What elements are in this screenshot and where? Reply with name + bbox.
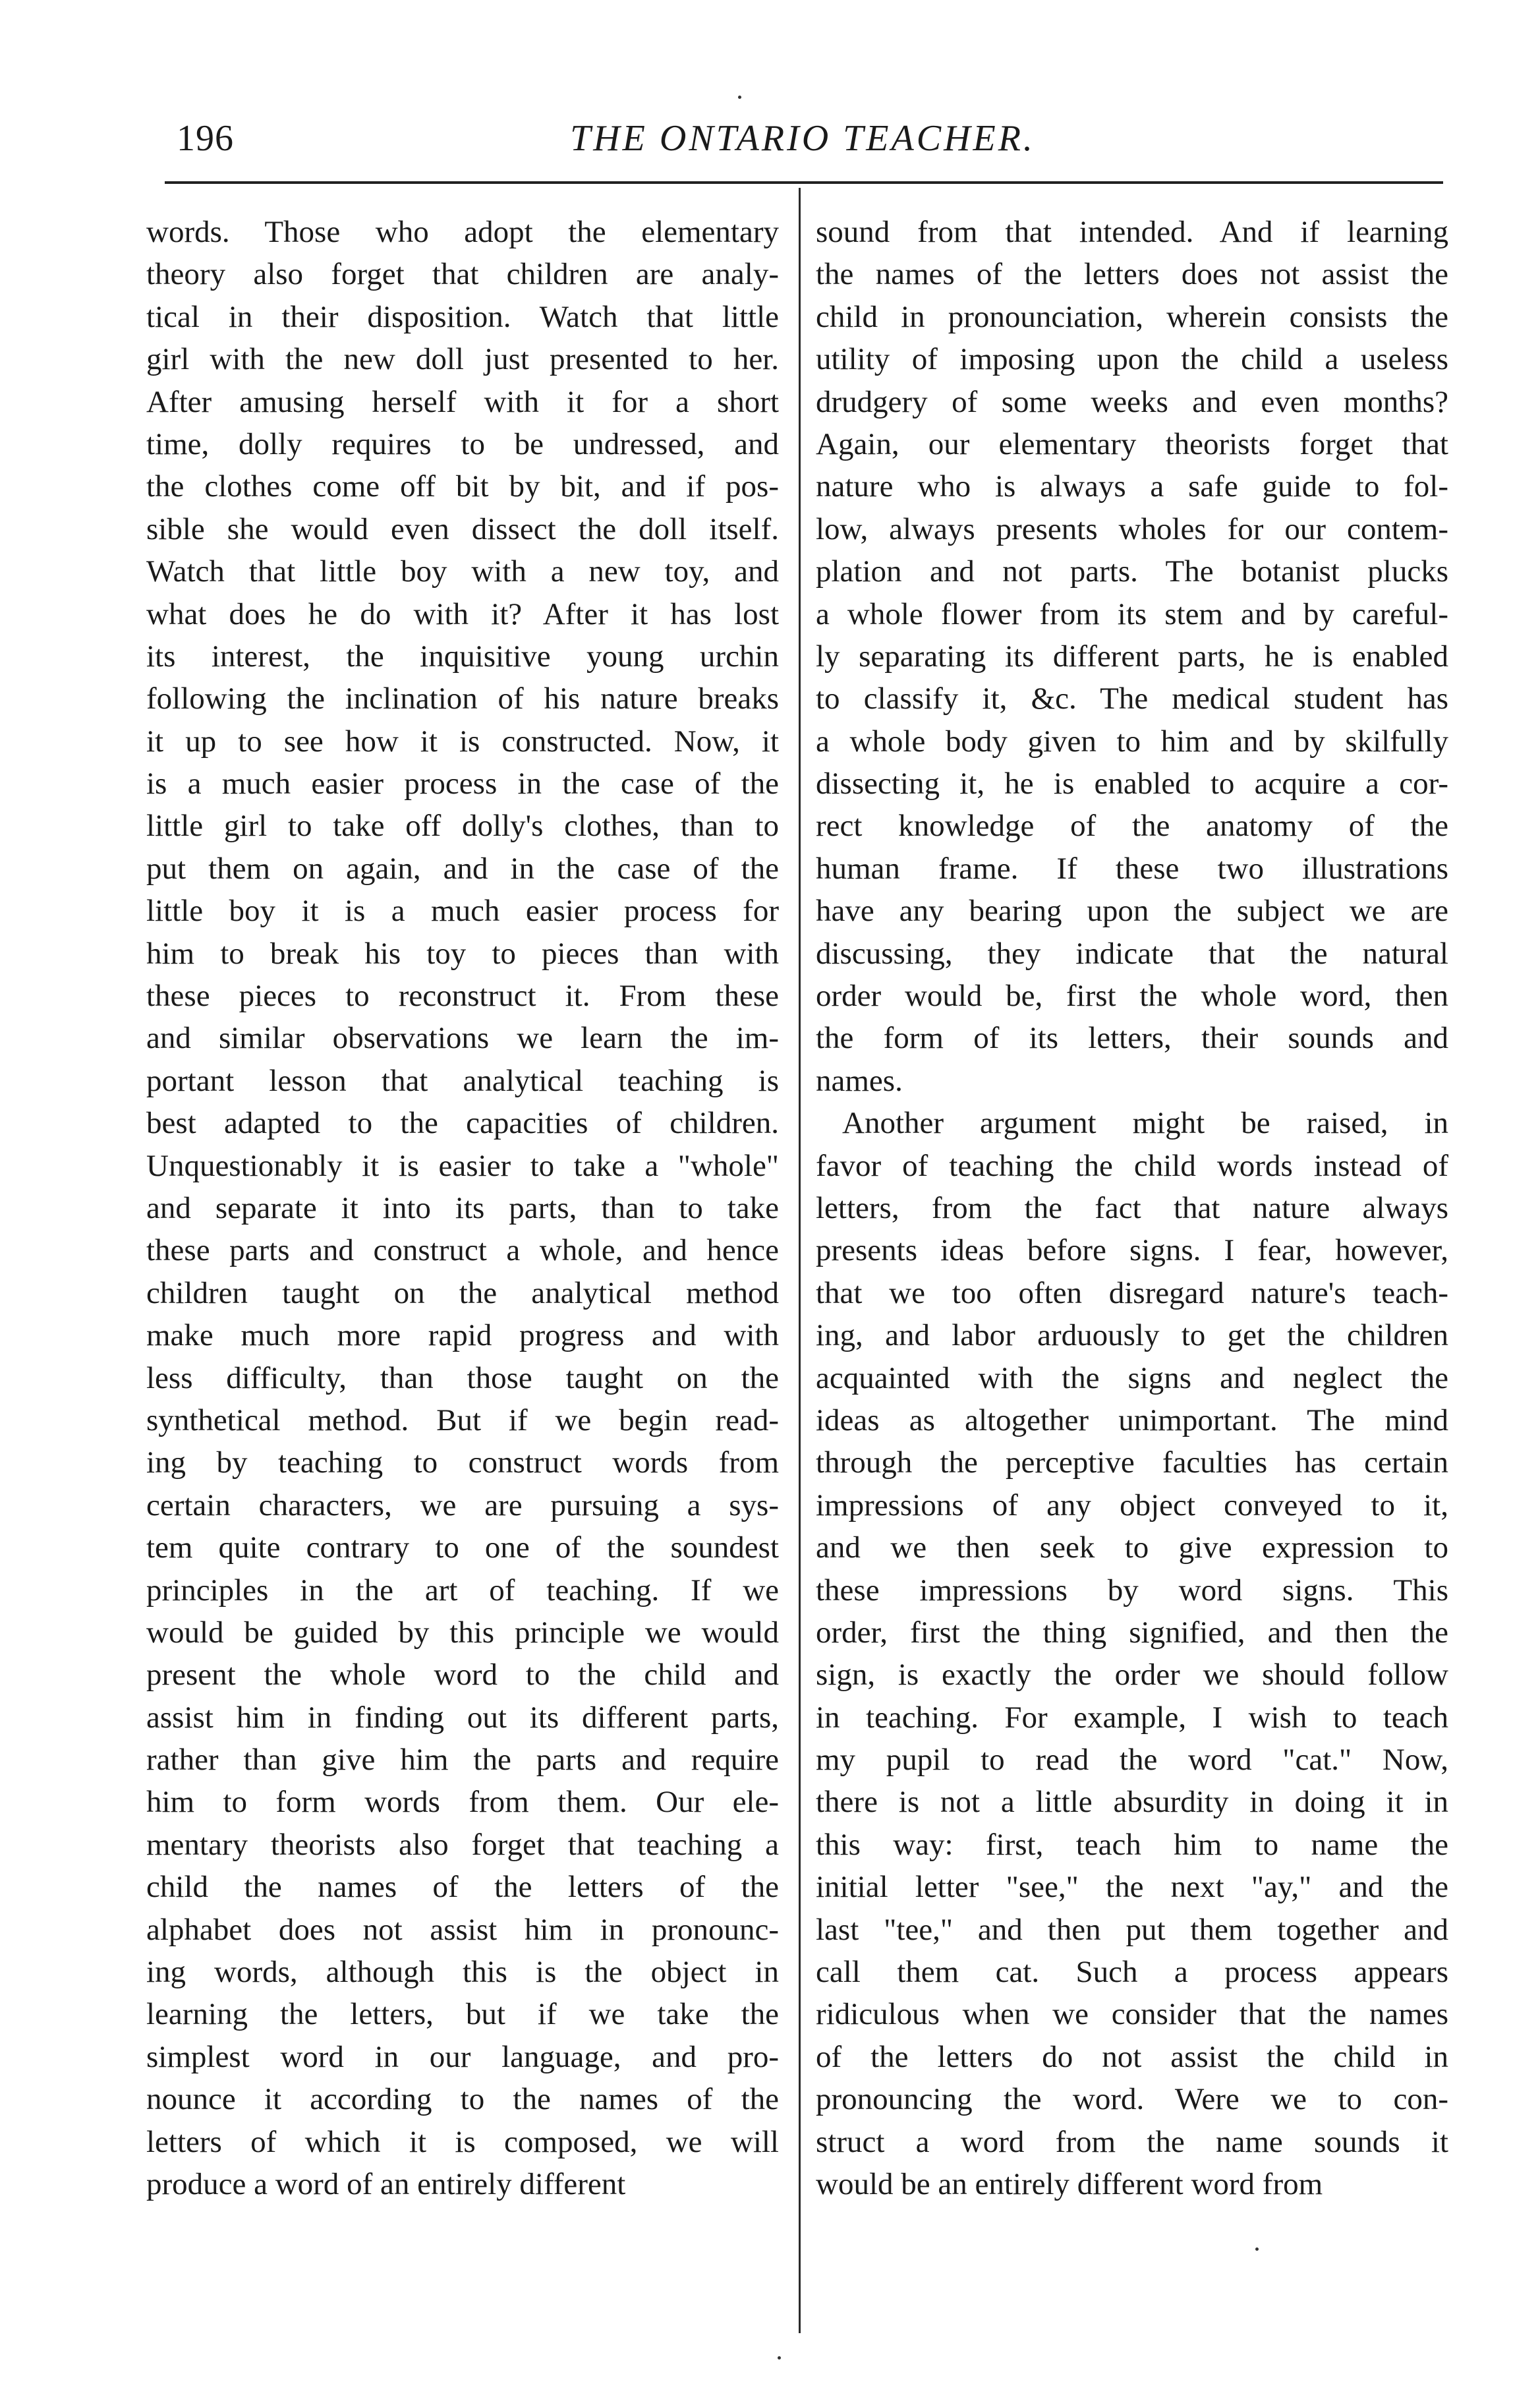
text-line: alphabet does not assist him in pronounc- bbox=[146, 1912, 779, 1947]
column-divider bbox=[799, 188, 801, 2333]
text-line: child the names of the letters of the bbox=[146, 1870, 779, 1905]
text-line: theory also forget that children are analy- bbox=[146, 257, 779, 292]
text-line: words. Those who adopt the elementary bbox=[146, 215, 779, 249]
text-line: pronouncing the word. Were we to con- bbox=[816, 2082, 1448, 2117]
text-line: impressions of any object conveyed to it, bbox=[816, 1488, 1448, 1522]
text-line: the names of the letters does not assist the bbox=[816, 257, 1448, 292]
text-line: human frame. If these two illustrations bbox=[816, 851, 1448, 886]
text-line: Again, our elementary theorists forget that bbox=[816, 426, 1448, 461]
text-line: little girl to take off dolly's clothes, than to bbox=[146, 809, 779, 844]
text-line: rect knowledge of the anatomy of the bbox=[816, 809, 1448, 844]
text-line: After amusing herself with it for a short bbox=[146, 384, 779, 419]
text-line: child in pronounciation, wherein consists the bbox=[816, 299, 1448, 334]
text-line: its interest, the inquisitive young urchin bbox=[146, 639, 779, 674]
text-line: have any bearing upon the subject we are bbox=[816, 894, 1448, 929]
text-line: rather than give him the parts and require bbox=[146, 1743, 779, 1778]
text-line: these parts and construct a whole, and hence bbox=[146, 1233, 779, 1268]
header-rule bbox=[165, 181, 1443, 184]
text-line: portant lesson that analytical teaching is bbox=[146, 1063, 779, 1098]
text-line: struct a word from the name sounds it bbox=[816, 2124, 1448, 2159]
text-line: low, always presents wholes for our contem- bbox=[816, 511, 1448, 546]
text-line: less difficulty, than those taught on the bbox=[146, 1360, 779, 1395]
text-line: favor of teaching the child words instead of bbox=[816, 1148, 1448, 1183]
text-line: and we then seek to give expression to bbox=[816, 1530, 1448, 1565]
text-line: is a much easier process in the case of the bbox=[146, 767, 779, 801]
text-line: the clothes come off bit by bit, and if pos- bbox=[146, 469, 779, 504]
text-line: initial letter "see," the next "ay," and the bbox=[816, 1870, 1448, 1905]
page-header bbox=[163, 111, 1442, 170]
text-line: children taught on the analytical method bbox=[146, 1275, 779, 1310]
text-line: and separate it into its parts, than to take bbox=[146, 1190, 779, 1225]
text-line: girl with the new doll just presented to her. bbox=[146, 342, 779, 377]
text-line: drudgery of some weeks and even months? bbox=[816, 384, 1448, 419]
text-line: a whole body given to him and by skilfully bbox=[816, 724, 1448, 759]
print-speck bbox=[1255, 2247, 1259, 2251]
text-line: best adapted to the capacities of children. bbox=[146, 1106, 779, 1141]
text-line: that we too often disregard nature's teach- bbox=[816, 1275, 1448, 1310]
page-number: 196 bbox=[177, 118, 234, 159]
text-line: ideas as altogether unimportant. The mind bbox=[816, 1403, 1448, 1437]
text-line: it up to see how it is constructed. Now, it bbox=[146, 724, 779, 759]
text-line: simplest word in our language, and pro- bbox=[146, 2039, 779, 2074]
text-line: nounce it according to the names of the bbox=[146, 2082, 779, 2117]
text-line: present the whole word to the child and bbox=[146, 1658, 779, 1693]
text-line: presents ideas before signs. I fear, however, bbox=[816, 1233, 1448, 1268]
text-line: little boy it is a much easier process for bbox=[146, 894, 779, 929]
text-line: would be guided by this principle we would bbox=[146, 1615, 779, 1650]
text-line: in teaching. For example, I wish to teach bbox=[816, 1700, 1448, 1735]
text-line: time, dolly requires to be undressed, and bbox=[146, 426, 779, 461]
text-line: discussing, they indicate that the natural bbox=[816, 936, 1448, 971]
text-line: ing words, although this is the object in bbox=[146, 1955, 779, 1990]
text-line: principles in the art of teaching. If we bbox=[146, 1573, 779, 1608]
text-line: letters of which it is composed, we will bbox=[146, 2124, 779, 2159]
left-column bbox=[146, 211, 779, 2205]
text-line: order, first the thing signified, and then the bbox=[816, 1615, 1448, 1650]
text-line: this way: first, teach him to name the bbox=[816, 1827, 1448, 1862]
text-line: these impressions by word signs. This bbox=[816, 1573, 1448, 1608]
text-line: learning the letters, but if we take the bbox=[146, 1997, 779, 2032]
text-line: Watch that little boy with a new toy, and bbox=[146, 554, 779, 589]
text-line: would be an entirely different word from bbox=[816, 2166, 1323, 2201]
print-speck bbox=[738, 96, 741, 99]
text-line: a whole flower from its stem and by careful- bbox=[816, 596, 1448, 631]
text-line: and similar observations we learn the im- bbox=[146, 1021, 779, 1056]
text-line: there is not a little absurdity in doing it in bbox=[816, 1785, 1448, 1820]
text-line: ly separating its different parts, he is enabled bbox=[816, 639, 1448, 674]
text-line: utility of imposing upon the child a useless bbox=[816, 342, 1448, 377]
text-line: ing by teaching to construct words from bbox=[146, 1445, 779, 1480]
text-line: make much more rapid progress and with bbox=[146, 1318, 779, 1353]
right-column bbox=[816, 211, 1448, 2205]
text-line: to classify it, &c. The medical student has bbox=[816, 681, 1448, 716]
text-line: him to break his toy to pieces than with bbox=[146, 936, 779, 971]
text-line: last "tee," and then put them together and bbox=[816, 1912, 1448, 1947]
text-line: these pieces to reconstruct it. From these bbox=[146, 979, 779, 1014]
text-line: ing, and labor arduously to get the children bbox=[816, 1318, 1448, 1353]
text-line: following the inclination of his nature breaks bbox=[146, 681, 779, 716]
text-line: tem quite contrary to one of the soundest bbox=[146, 1530, 779, 1565]
text-line: assist him in finding out its different parts, bbox=[146, 1700, 779, 1735]
text-line: sign, is exactly the order we should follow bbox=[816, 1658, 1448, 1693]
text-line: the form of its letters, their sounds and bbox=[816, 1021, 1448, 1056]
text-line: him to form words from them. Our ele- bbox=[146, 1785, 779, 1820]
text-line: ridiculous when we consider that the names bbox=[816, 1997, 1448, 2032]
text-line: names. bbox=[816, 1063, 903, 1098]
text-line: order would be, first the whole word, then bbox=[816, 979, 1448, 1014]
text-line: my pupil to read the word "cat." Now, bbox=[816, 1743, 1448, 1778]
text-line: of the letters do not assist the child in bbox=[816, 2039, 1448, 2074]
text-line: synthetical method. But if we begin read- bbox=[146, 1403, 779, 1437]
text-line: nature who is always a safe guide to fol- bbox=[816, 469, 1448, 504]
running-title: THE ONTARIO TEACHER. bbox=[570, 118, 1035, 159]
text-line: tical in their disposition. Watch that little bbox=[146, 299, 779, 334]
text-line: dissecting it, he is enabled to acquire a cor- bbox=[816, 767, 1448, 801]
text-line: sible she would even dissect the doll itself. bbox=[146, 511, 779, 546]
text-line: acquainted with the signs and neglect the bbox=[816, 1360, 1448, 1395]
text-line: mentary theorists also forget that teaching a bbox=[146, 1827, 779, 1862]
print-speck bbox=[778, 2356, 781, 2360]
text-line: what does he do with it? After it has lost bbox=[146, 596, 779, 631]
text-line: letters, from the fact that nature always bbox=[816, 1190, 1448, 1225]
text-line: Another argument might be raised, in bbox=[842, 1106, 1448, 1141]
text-line: through the perceptive faculties has certain bbox=[816, 1445, 1448, 1480]
text-line: put them on again, and in the case of the bbox=[146, 851, 779, 886]
text-line: Unquestionably it is easier to take a "whole" bbox=[146, 1148, 779, 1183]
text-line: produce a word of an entirely different bbox=[146, 2166, 626, 2201]
text-line: call them cat. Such a process appears bbox=[816, 1955, 1448, 1990]
text-line: sound from that intended. And if learning bbox=[816, 215, 1448, 249]
text-line: plation and not parts. The botanist plucks bbox=[816, 554, 1448, 589]
text-line: certain characters, we are pursuing a sys- bbox=[146, 1488, 779, 1522]
